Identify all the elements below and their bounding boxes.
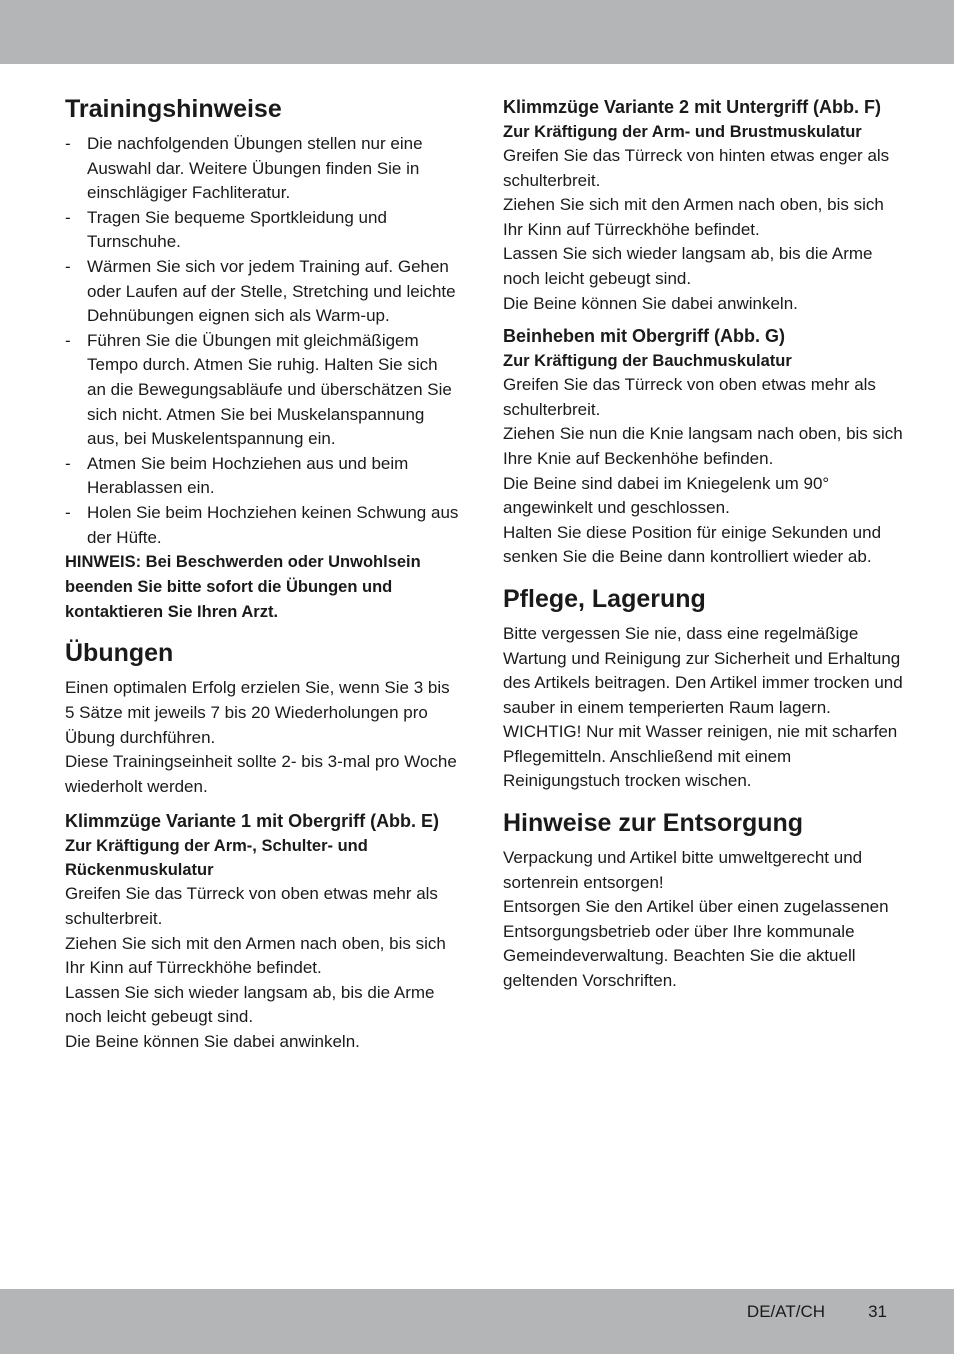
variante1-paragraph: Ziehen Sie sich mit den Armen nach oben, bis sich Ihr Kinn auf Türreckhöhe befindet.	[65, 933, 446, 978]
variante1-paragraph: Greifen Sie das Türreck von oben etwas mehr als schulterbreit.	[65, 884, 438, 929]
list-item: - Atmen Sie beim Hochziehen aus und beim Herablassen ein.	[65, 452, 460, 501]
training-heading: Trainingshinweise	[65, 95, 282, 123]
footer-region: DE/AT/CH	[746, 1302, 825, 1321]
list-item: - Führen Sie die Übungen mit gleichmäßigem Tempo durch. Atmen Sie ruhig. Halten Sie sich an die Bewegungsabläufe und überschätzen Sie sich nicht. Atmen Sie bei Muskelanspannung aus, bei Muskelentspannung ein.	[65, 329, 460, 452]
entsorgung-paragraph: Verpackung und Artikel bitte umweltgerecht und sortenrein entsorgen!	[503, 848, 863, 892]
pflege-heading: Pflege, Lagerung	[503, 584, 706, 613]
entsorgung-heading: Hinweise zur Entsorgung	[503, 809, 804, 838]
training-list	[65, 132, 460, 550]
beinheben-subheading: Zur Kräftigung der Bauchmuskulatur	[503, 352, 792, 371]
variante1-paragraph: Die Beine können Sie dabei anwinkeln.	[65, 1032, 360, 1052]
pflege-paragraph: Bitte vergessen Sie nie, dass eine regelmäßige Wartung und Reinigung zur Sicherheit und Erhaltung des Artikels beitragen. Den Artikel immer trocken und sauber in einem temperierten Raum lagern.	[503, 623, 903, 717]
variante1-subheading: Zur Kräftigung der Arm-, Schulter- und Rückenmuskulatur	[65, 837, 368, 880]
variante2-paragraph: Ziehen Sie sich mit den Armen nach oben, bis sich Ihr Kinn auf Türreckhöhe befindet.	[503, 195, 884, 239]
uebungen-heading: Übungen	[65, 639, 174, 668]
pflege-paragraph: WICHTIG! Nur mit Wasser reinigen, nie mit scharfen Pflegemitteln. Anschließend mit einem Reinigungstuch trocken wischen.	[503, 722, 898, 791]
uebungen-paragraph: Diese Trainingseinheit sollte 2- bis 3-mal pro Woche wiederholt werden.	[65, 752, 457, 796]
left-column	[65, 88, 460, 1055]
variante2-heading: Klimmzüge Variante 2 mit Untergriff (Abb. F)	[503, 97, 882, 117]
beinheben-paragraph: Ziehen Sie nun die Knie langsam nach oben, bis sich Ihre Knie auf Beckenhöhe befinden.	[503, 424, 903, 468]
page-number: 31	[868, 1302, 887, 1321]
beinheben-paragraph: Halten Sie diese Position für einige Sekunden und senken Sie die Beine dann kontrolliert wieder ab.	[503, 522, 882, 567]
beinheben-heading: Beinheben mit Obergriff (Abb. G)	[503, 326, 785, 347]
uebungen-paragraph: Einen optimalen Erfolg erzielen Sie, wenn Sie 3 bis 5 Sätze mit jeweils 7 bis 20 Wiederholungen pro Übung durchführen.	[65, 678, 450, 747]
variante2-paragraph: Die Beine können Sie dabei anwinkeln.	[503, 293, 798, 313]
list-item: - Holen Sie beim Hochziehen keinen Schwung aus der Hüfte.	[65, 501, 460, 550]
list-item: - Wärmen Sie sich vor jedem Training auf. Gehen oder Laufen auf der Stelle, Stretching und leichte Dehnübungen eignen sich als Warm-up.	[65, 255, 460, 329]
beinheben-paragraph: Greifen Sie das Türreck von oben etwas mehr als schulterbreit.	[503, 375, 876, 419]
variante2-paragraph: Lassen Sie sich wieder langsam ab, bis die Arme noch leicht gebeugt sind.	[503, 244, 873, 288]
variante1-paragraph: Lassen Sie sich wieder langsam ab, bis die Arme noch leicht gebeugt sind.	[65, 982, 435, 1027]
variante2-paragraph: Greifen Sie das Türreck von hinten etwas enger als schulterbreit.	[503, 146, 890, 190]
entsorgung-paragraph: Entsorgen Sie den Artikel über einen zugelassenen Entsorgungsbetrieb oder über Ihre kommunale Gemeindeverwaltung. Beachten Sie die aktuell geltenden Vorschriften.	[503, 897, 889, 991]
variante1-heading: Klimmzüge Variante 1 mit Obergriff (Abb. E)	[65, 811, 440, 832]
list-item: - Tragen Sie bequeme Sportkleidung und Turnschuhe.	[65, 206, 460, 255]
right-column	[503, 95, 903, 994]
warning-note: HINWEIS: Bei Beschwerden oder Unwohlsein beenden Sie bitte sofort die Übungen und kontaktieren Sie Ihren Arzt.	[65, 553, 421, 621]
list-item: - Die nachfolgenden Übungen stellen nur eine Auswahl dar. Weitere Übungen finden Sie in einschlägiger Fachliteratur.	[65, 132, 460, 206]
header-band	[0, 0, 954, 64]
beinheben-paragraph: Die Beine sind dabei im Kniegelenk um 90° angewinkelt und geschlossen.	[503, 473, 830, 518]
variante2-subheading: Zur Kräftigung der Arm- und Brustmuskulatur	[503, 123, 862, 141]
